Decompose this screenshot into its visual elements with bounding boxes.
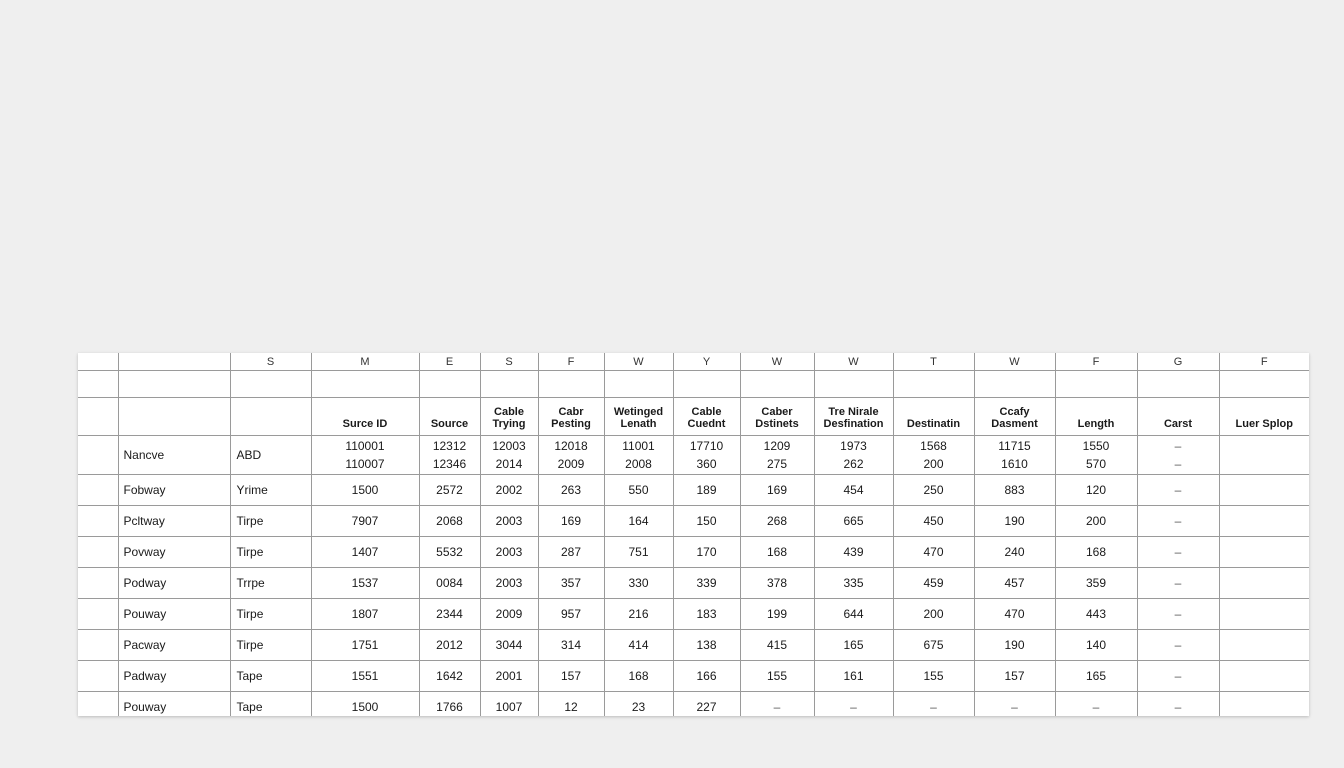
data-cell[interactable]: 2002 [480,475,538,506]
column-header[interactable]: Caber Dstinets [740,398,814,436]
data-cell[interactable]: – [1137,692,1219,717]
data-cell[interactable]: 2344 [419,599,480,630]
data-cell[interactable]: 2003 [480,506,538,537]
table-row [78,599,1309,630]
column-header[interactable]: Surce ID [311,398,419,436]
data-value: 1973 [840,439,867,453]
table-row [78,506,1309,537]
data-cell[interactable]: 240 [974,537,1055,568]
data-value: 110001 [345,439,385,453]
data-cell[interactable]: 439 [814,537,893,568]
data-cell[interactable]: – [1137,537,1219,568]
data-cell[interactable]: 155 [893,661,974,692]
row-label[interactable]: Pouway [118,692,230,717]
row-label[interactable]: Padway [118,661,230,692]
data-cell[interactable]: 165 [814,630,893,661]
row-label[interactable]: Pouway [118,599,230,630]
data-value: 2014 [495,457,523,471]
row-number-cell[interactable] [78,506,118,537]
data-cell[interactable] [1219,475,1309,506]
data-cell[interactable] [1055,436,1137,475]
column-letter[interactable]: G [1137,353,1219,371]
data-cell[interactable]: 190 [974,506,1055,537]
data-value: – [1174,439,1182,453]
data-cell[interactable]: 164 [604,506,673,537]
data-cell[interactable]: 550 [604,475,673,506]
column-header[interactable]: Source [419,398,480,436]
data-cell[interactable]: 357 [538,568,604,599]
column-header[interactable]: Length [1055,398,1137,436]
data-cell[interactable] [480,436,538,475]
column-header[interactable]: Luer Splop [1219,398,1309,436]
data-cell[interactable]: 335 [814,568,893,599]
row-label[interactable]: Pcltway [118,506,230,537]
data-cell[interactable]: 227 [673,692,740,717]
data-cell[interactable]: 675 [893,630,974,661]
empty-cell[interactable] [311,371,419,398]
empty-cell[interactable] [118,371,230,398]
data-cell[interactable]: 168 [1055,537,1137,568]
data-cell[interactable]: 138 [673,630,740,661]
empty-cell[interactable] [78,371,118,398]
data-cell[interactable]: 330 [604,568,673,599]
data-cell[interactable]: 200 [1055,506,1137,537]
row-type[interactable]: Trrpe [230,568,311,599]
row-type[interactable]: Tirpe [230,506,311,537]
data-cell[interactable]: 189 [673,475,740,506]
data-cell[interactable]: 470 [893,537,974,568]
data-cell[interactable]: 169 [740,475,814,506]
data-value: 12018 [554,439,588,453]
data-value: 1610 [1001,457,1028,471]
data-cell[interactable]: 443 [1055,599,1137,630]
column-letter[interactable]: F [538,353,604,371]
empty-cell[interactable] [1055,371,1137,398]
data-cell[interactable] [893,436,974,475]
data-cell[interactable]: 644 [814,599,893,630]
data-cell[interactable]: 2068 [419,506,480,537]
row-type[interactable]: Tirpe [230,630,311,661]
spreadsheet [78,353,1309,716]
data-value: 360 [696,457,717,471]
column-header[interactable]: Carst [1137,398,1219,436]
data-value: 262 [843,457,864,471]
empty-cell[interactable] [893,371,974,398]
row-number-cell[interactable] [78,436,118,475]
data-cell[interactable] [1219,436,1309,475]
data-cell[interactable]: 470 [974,599,1055,630]
data-cell[interactable] [1219,630,1309,661]
data-value: 1550 [1082,439,1110,453]
row-number-cell[interactable] [78,599,118,630]
table-row [78,568,1309,599]
data-cell[interactable] [740,436,814,475]
data-cell[interactable]: 165 [1055,661,1137,692]
table-row [78,475,1309,506]
data-cell[interactable] [1219,568,1309,599]
data-cell[interactable]: – [1137,630,1219,661]
row-number-cell[interactable] [78,661,118,692]
data-cell[interactable]: 414 [604,630,673,661]
data-cell[interactable]: 150 [673,506,740,537]
row-label[interactable]: Fobway [118,475,230,506]
column-letter[interactable]: M [311,353,419,371]
data-cell[interactable]: 263 [538,475,604,506]
column-header[interactable] [118,398,230,436]
data-value: 11715 [998,439,1031,453]
data-cell[interactable]: 0084 [419,568,480,599]
data-cell[interactable]: 883 [974,475,1055,506]
row-type[interactable]: Yrime [230,475,311,506]
table-row [78,630,1309,661]
data-cell[interactable]: 957 [538,599,604,630]
data-value: – [1174,457,1182,471]
data-cell[interactable]: 183 [673,599,740,630]
data-cell[interactable]: 2001 [480,661,538,692]
data-cell[interactable]: 1807 [311,599,419,630]
data-cell[interactable]: 1537 [311,568,419,599]
data-cell[interactable]: 2572 [419,475,480,506]
data-cell[interactable]: 1551 [311,661,419,692]
data-cell[interactable]: 157 [538,661,604,692]
data-cell[interactable]: 751 [604,537,673,568]
data-cell[interactable]: 268 [740,506,814,537]
data-cell[interactable] [419,436,480,475]
data-cell[interactable]: 199 [740,599,814,630]
column-header[interactable]: Destinatin [893,398,974,436]
data-cell[interactable]: 140 [1055,630,1137,661]
data-value: 200 [923,457,944,471]
data-cell[interactable]: 120 [1055,475,1137,506]
row-number-cell [78,398,118,436]
data-cell[interactable]: 1500 [311,475,419,506]
row-type[interactable]: Tirpe [230,537,311,568]
data-cell[interactable]: 155 [740,661,814,692]
data-cell[interactable]: – [1055,692,1137,717]
column-letter[interactable]: W [974,353,1055,371]
data-cell[interactable]: – [893,692,974,717]
data-cell[interactable]: 1007 [480,692,538,717]
empty-cell[interactable] [740,371,814,398]
data-cell[interactable]: 5532 [419,537,480,568]
data-value: 570 [1085,457,1107,471]
data-cell[interactable]: 250 [893,475,974,506]
data-cell[interactable]: 2012 [419,630,480,661]
column-letter[interactable]: F [1055,353,1137,371]
row-label[interactable]: Povway [118,537,230,568]
data-cell[interactable]: 166 [673,661,740,692]
column-header[interactable]: Tre Nirale Desfination [814,398,893,436]
empty-cell[interactable] [230,371,311,398]
column-letter[interactable]: W [814,353,893,371]
data-cell[interactable] [673,436,740,475]
data-value: 2009 [557,457,585,471]
data-cell[interactable] [1219,692,1309,717]
data-cell[interactable]: 457 [974,568,1055,599]
data-table [78,353,1309,716]
data-value: 1209 [763,439,791,453]
data-cell[interactable]: – [974,692,1055,717]
empty-cell[interactable] [814,371,893,398]
header-row [78,398,1309,436]
column-letter[interactable]: S [480,353,538,371]
data-cell[interactable]: – [1137,568,1219,599]
empty-cell[interactable] [673,371,740,398]
data-cell[interactable] [538,436,604,475]
data-value: 12003 [492,439,526,453]
column-letter[interactable]: W [604,353,673,371]
data-cell[interactable]: 3044 [480,630,538,661]
row-label[interactable]: Pacway [118,630,230,661]
data-cell[interactable]: – [1137,475,1219,506]
data-cell[interactable]: 287 [538,537,604,568]
data-value [1222,455,1308,473]
table-row [78,692,1309,717]
data-cell[interactable] [1137,436,1219,475]
data-cell[interactable]: – [1137,506,1219,537]
data-cell[interactable]: 1751 [311,630,419,661]
data-value: 110007 [345,457,385,471]
data-cell[interactable]: 454 [814,475,893,506]
data-cell[interactable]: 2003 [480,568,538,599]
data-cell[interactable]: 665 [814,506,893,537]
data-cell[interactable]: 450 [893,506,974,537]
data-cell[interactable] [311,436,419,475]
data-value [1222,437,1308,455]
data-cell[interactable]: – [814,692,893,717]
data-cell[interactable]: 1407 [311,537,419,568]
column-header[interactable] [230,398,311,436]
data-cell[interactable]: – [1137,599,1219,630]
table-row [78,537,1309,568]
data-cell[interactable]: 1642 [419,661,480,692]
row-label[interactable]: Podway [118,568,230,599]
row-number-cell[interactable] [78,630,118,661]
data-cell[interactable]: 1500 [311,692,419,717]
data-value: 11001 [622,439,655,453]
data-value: 17710 [689,439,724,453]
data-cell[interactable] [604,436,673,475]
data-value: 1568 [920,439,947,453]
column-header[interactable]: Cable Trying [480,398,538,436]
data-cell[interactable]: 168 [604,661,673,692]
data-cell[interactable]: 169 [538,506,604,537]
row-type[interactable]: Tape [230,692,311,717]
data-cell[interactable]: 157 [974,661,1055,692]
data-cell[interactable] [1219,506,1309,537]
row-number-cell[interactable] [78,692,118,717]
data-cell[interactable]: 314 [538,630,604,661]
column-letter[interactable] [118,353,230,371]
column-letter-row [78,353,1309,371]
data-value: 12346 [432,457,467,471]
data-cell[interactable]: 12 [538,692,604,717]
data-cell[interactable]: 415 [740,630,814,661]
data-cell[interactable]: 23 [604,692,673,717]
column-letter[interactable]: T [893,353,974,371]
row-type[interactable]: ABD [230,436,311,475]
column-letter[interactable]: W [740,353,814,371]
row-type[interactable]: Tirpe [230,599,311,630]
data-value: 12312 [432,439,467,453]
data-cell[interactable]: 378 [740,568,814,599]
data-cell[interactable]: 2003 [480,537,538,568]
row-number-cell[interactable] [78,537,118,568]
data-cell[interactable] [814,436,893,475]
data-value: 275 [766,457,788,471]
blank-row [78,371,1309,398]
empty-cell[interactable] [1219,371,1309,398]
data-cell[interactable]: 200 [893,599,974,630]
data-cell[interactable]: 216 [604,599,673,630]
data-cell[interactable]: 161 [814,661,893,692]
column-letter[interactable]: S [230,353,311,371]
empty-cell[interactable] [974,371,1055,398]
data-cell[interactable] [1219,537,1309,568]
row-type[interactable]: Tape [230,661,311,692]
empty-cell[interactable] [538,371,604,398]
data-cell[interactable]: 1766 [419,692,480,717]
row-number-cell[interactable] [78,568,118,599]
empty-cell[interactable] [419,371,480,398]
column-letter[interactable]: E [419,353,480,371]
data-cell[interactable] [1219,599,1309,630]
data-cell[interactable]: 459 [893,568,974,599]
data-cell[interactable]: 7907 [311,506,419,537]
row-label[interactable]: Nancve [118,436,230,475]
data-cell[interactable]: 190 [974,630,1055,661]
table-row [78,436,1309,475]
data-cell[interactable]: 2009 [480,599,538,630]
data-cell[interactable]: 170 [673,537,740,568]
data-cell[interactable]: – [1137,661,1219,692]
empty-cell[interactable] [604,371,673,398]
column-letter[interactable]: F [1219,353,1309,371]
column-header[interactable]: Ccafy Dasment [974,398,1055,436]
row-number-cell[interactable] [78,475,118,506]
table-row [78,661,1309,692]
data-cell[interactable]: – [740,692,814,717]
data-cell[interactable]: 168 [740,537,814,568]
column-header[interactable]: Cable Cuednt [673,398,740,436]
column-header[interactable]: Wetinged Lenath [604,398,673,436]
data-cell[interactable]: 339 [673,568,740,599]
empty-cell[interactable] [480,371,538,398]
data-value: 2008 [625,457,652,471]
empty-cell[interactable] [1137,371,1219,398]
data-cell[interactable] [1219,661,1309,692]
column-header[interactable]: Cabr Pesting [538,398,604,436]
column-letter[interactable]: Y [673,353,740,371]
data-cell[interactable]: 359 [1055,568,1137,599]
data-cell[interactable] [974,436,1055,475]
corner-cell [78,353,118,371]
